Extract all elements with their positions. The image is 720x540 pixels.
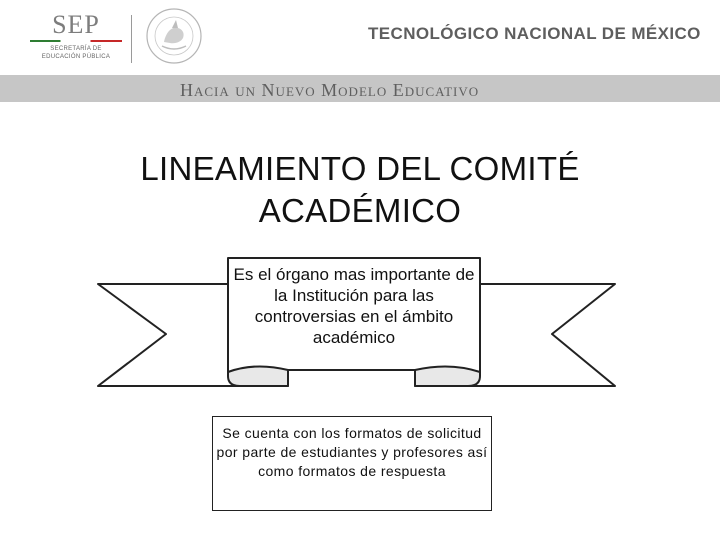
info-box-text: Se cuenta con los formatos de solicitud por parte de estudiantes y profesores así como formatos de respuesta xyxy=(216,425,488,479)
tagline: Hacia un Nuevo Modelo Educativo xyxy=(180,80,480,100)
sep-acronym: SEP xyxy=(52,10,100,39)
info-box xyxy=(212,416,492,511)
institution-name: TECNOLÓGICO NACIONAL DE MÉXICO xyxy=(368,24,701,43)
ribbon-text: Es el órgano mas importante de la Institución para las controversias en el ámbito académico xyxy=(233,265,475,347)
sep-subtitle-line1: SECRETARÍA DE xyxy=(50,46,102,52)
slide-title-line1: LINEAMIENTO DEL COMITÉ xyxy=(140,150,580,187)
slide-title-line2: ACADÉMICO xyxy=(258,192,462,229)
sep-subtitle-line2: EDUCACIÓN PÚBLICA xyxy=(41,54,111,60)
